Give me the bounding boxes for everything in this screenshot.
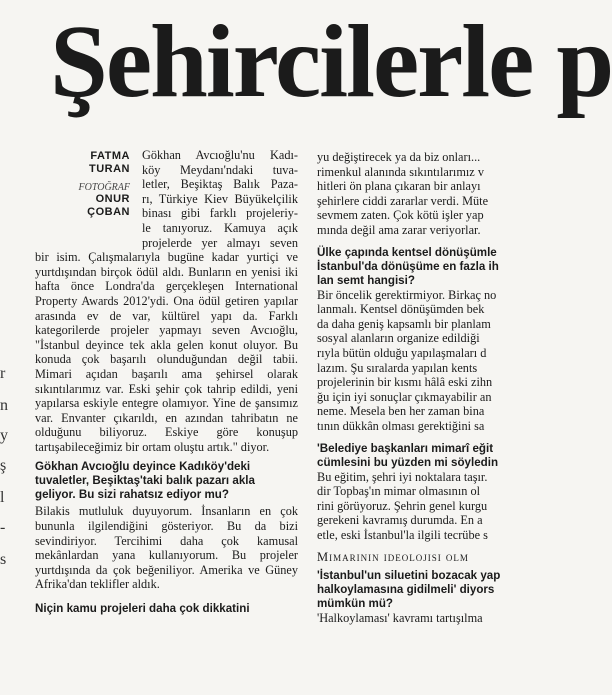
text-line: gerekeni kavramış durumda. En a — [317, 513, 483, 528]
intro-line: binası gibi farklı projeleriy- — [142, 206, 298, 221]
question-line: 'Belediye başkanları mimarî eğit — [317, 441, 494, 455]
article-column-1 — [35, 148, 298, 618]
text-line: ğu için iyi sonuçlar çıkmayabilir an — [317, 389, 492, 404]
photo-credit-label: FOTOĞRAF — [78, 182, 130, 193]
intro-block — [142, 148, 298, 250]
text-line: 'Halkoylaması' kavramı tartışılma — [317, 611, 483, 626]
interview-question — [317, 442, 557, 470]
question-line: cümlesini bu yüzden mi söyledin — [317, 455, 499, 469]
question-line: 'İstanbul'un siluetini bozacak yap — [317, 569, 501, 583]
text-line: rini görüyoruz. Şehrin genel kurgu — [317, 498, 488, 513]
text-line: sosyal alanların organize edildiği — [317, 331, 480, 346]
interview-question: Niçin kamu projeleri daha çok dikkatini — [35, 602, 250, 616]
author-name-last: TURAN — [89, 163, 130, 175]
text-line: neme. Mesela ben her zaman bina — [317, 404, 485, 419]
question-line: Ülke çapında kentsel dönüşümle — [317, 245, 497, 259]
text-line: lanmalı. Kentsel dönüşümden bek — [317, 302, 485, 317]
intro-line: köy Meydanı'ndaki tuva- — [142, 162, 298, 177]
fragment-char: l — [0, 489, 5, 506]
question-line: lan semt hangisi? — [317, 273, 415, 287]
intro-line: letler, Beşiktaş Balık Paza- — [142, 177, 298, 192]
text-line: Bir öncelik gerektirmiyor. Birkaç no — [317, 287, 497, 302]
author-name-first: FATMA — [90, 150, 130, 162]
interview-question — [317, 246, 557, 288]
text-line: rimenkul alanında sıkıntılarımız v — [317, 164, 484, 179]
text-line: lazım. Şu sıralarda yapılan kents — [317, 360, 478, 375]
question-line: mümkün mü? — [317, 597, 394, 611]
question-line: İstanbul'da dönüşüme en fazla ih — [317, 259, 499, 273]
text-line: Bu eğitim, şehri iyi noktalara taşır. — [317, 469, 488, 484]
text-line: şehirlere ciddi zararlar verdi. Müte — [317, 193, 489, 208]
section-subhead: Mimarinin ideolojisi olm — [317, 550, 469, 565]
fragment-char: y — [0, 427, 8, 444]
article-column-2 — [317, 150, 557, 626]
question-line: halkoylamasına gidilmeli' diyors — [317, 583, 495, 597]
intro-line: rı, Türkiye Kiev Büyükelçilik — [142, 191, 298, 206]
adjacent-article-fragment — [0, 365, 8, 695]
photographer-name-last: ÇOBAN — [87, 206, 130, 218]
text-line: tının dükkân olması gerektiğini sa — [317, 418, 485, 433]
text-line: rıyla bütün olduğu yapılaşmaları d — [317, 345, 487, 360]
fragment-char: - — [0, 519, 6, 536]
fragment-char: r — [0, 365, 6, 382]
intro-line: Gökhan Avcıoğlu'nu Kadı- — [142, 148, 298, 162]
text-line: hitleri ön plana çıkaran bir anlayı — [317, 179, 481, 194]
text-line: da daha geniş kapsamlı bir planlam — [317, 316, 491, 331]
fragment-char: n — [0, 397, 8, 414]
text-line: yu değiştirecek ya da biz onları... — [317, 150, 481, 164]
interview-question — [317, 569, 557, 611]
paragraph: bir isim. Çalışmalarıyla bugüne kadar yurtiçi ve yurtdışından birçok ödül aldı. Bunların en yenisi iki hafta önce Londra'da gerçekleşen International Property Awards 2012'ydi. Ona ödül getiren yapılar arasında ev de var, kültürel yapı da. Farklı kategorilerde projeler yapmayı seven Avcıoğlu, "İstanbul deyince tek akla gelen konut oluyor. Bu konuda çok başarılı olunduğundan değil tabii. Mimari açıdan başarılı ama şehirsel olarak sıkıntılarımız var. Eski şehir çok tahrip edildi, yeni yapılarsa eskiyle entegre olamıyor. Yine de şansımız var. Envanter çıkarıldı, en azından tahribatın ne olduğunu biliyoruz. Eskiye göre konuşup tartışabileceğimiz bir ortam oluştu artık." diyor. — [35, 250, 298, 454]
text-line: mında değil ama zarar veriyorlar. — [317, 222, 481, 237]
text-line: projelerinin bir kısmı hâlâ eski zihn — [317, 375, 493, 390]
text-line: dir Topbaş'ın mimar olmasının ol — [317, 484, 481, 499]
intro-line: le tanıyoruz. Kamuya açık — [142, 220, 298, 235]
headline: Şehircilerle p — [50, 4, 612, 119]
interview-question: Gökhan Avcıoğlu deyince Kadıköy'deki tuvaletler, Beşiktaş'taki balık pazarı akla geliyor. Bu sizi rahatsız ediyor mu? — [35, 460, 255, 502]
text-line: etle, eski İstanbul'la ilgili tecrübe s — [317, 527, 488, 542]
text-line: sevmem zaten. Çok kötü işler yap — [317, 208, 484, 223]
intro-line: projelerde yer almayı seven — [142, 235, 298, 250]
paragraph: Bilakis mutluluk duyuyorum. İnsanların en çok bununla ilgilendiğini gösteriyor. Bu da bizi sevindiriyor. Tercihimi daha çok kamusal mekânlardan yana kullanıyorum. Bu projeler yurtdışında da çok beğeniliyor. Amerika ve Güney Afrika'dan teklifler aldık. — [35, 504, 298, 592]
fragment-char: s — [0, 551, 7, 568]
fragment-char: ş — [0, 457, 7, 474]
photographer-name-first: ONUR — [95, 193, 130, 205]
